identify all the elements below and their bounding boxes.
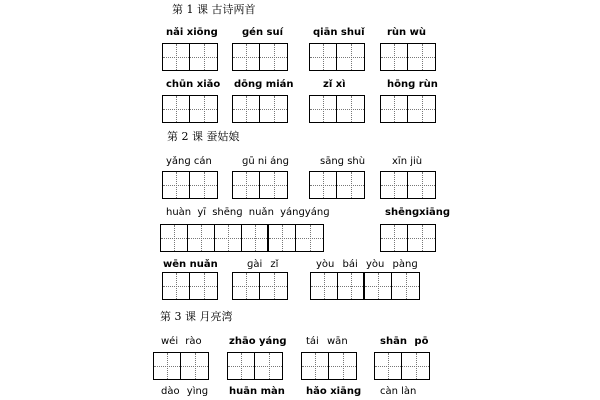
pinyin-haoxiang: hǎo xiānɡ (306, 386, 362, 397)
pinyin-gensui: ɡén suí (242, 27, 284, 38)
writing-grid-5 (162, 95, 218, 123)
writing-grid-13 (160, 224, 324, 252)
pinyin-shengxiang: shēnɡxiānɡ (385, 207, 451, 218)
pinyin-naixiong: nǎi xiōng (166, 27, 218, 38)
writing-grid-3 (309, 43, 365, 71)
pinyin-runwu: rùn wù (387, 27, 427, 38)
writing-grid-9 (162, 171, 218, 199)
lesson-1-title: 第 1 课 古诗两首 (172, 3, 256, 16)
writing-grid-6 (232, 95, 288, 123)
pinyin-taiwan: tái wān (306, 336, 348, 347)
writing-grid-20 (301, 352, 357, 380)
pinyin-qianshui: qiān shuǐ (313, 27, 365, 38)
pinyin-hongrun: hōnɡ rùn (387, 79, 438, 90)
pinyin-dongmian: dōnɡ mián (234, 79, 294, 90)
pinyin-yangcan: yǎnɡ cán (166, 156, 212, 167)
pinyin-canlan: càn làn (380, 386, 417, 397)
writing-grid-4 (380, 43, 436, 71)
writing-grid-16 (232, 272, 288, 300)
pinyin-chunxiao: chūn xiǎo (166, 79, 221, 90)
writing-grid-17 (310, 272, 420, 300)
writing-grid-8 (380, 95, 436, 123)
pinyin-weirao: wéi rào (161, 336, 202, 347)
writing-grid-14 (380, 224, 436, 252)
writing-grid-11 (309, 171, 365, 199)
pinyin-youbaiyoupang: yòu bái yòu pànɡ (316, 259, 418, 270)
writing-grid-2 (232, 43, 288, 71)
lesson-2-title: 第 2 课 蚕姑娘 (167, 130, 240, 143)
pinyin-gaizi: ɡài zǐ (247, 259, 279, 270)
pinyin-huanyisheng-nuanyangyang: huàn yī shēnɡ nuǎn yánɡyánɡ (166, 207, 330, 218)
pinyin-zhaoyang: zhāo yánɡ (229, 336, 287, 347)
writing-grid-18 (153, 352, 209, 380)
writing-grid-19 (227, 352, 283, 380)
writing-grid-10 (232, 171, 288, 199)
pinyin-wennuan: wēn nuǎn (163, 259, 218, 270)
pinyin-daoying: dào yìnɡ (161, 386, 209, 397)
pinyin-guniang: ɡū ni ánɡ (242, 156, 289, 167)
writing-grid-21 (374, 352, 430, 380)
pinyin-sangshu: sānɡ shù (320, 156, 366, 167)
writing-grid-7 (309, 95, 365, 123)
writing-grid-1 (162, 43, 218, 71)
writing-grid-15 (162, 272, 218, 300)
pinyin-huanman: huān màn (229, 386, 285, 397)
lesson-3-title: 第 3 课 月亮湾 (160, 310, 233, 323)
pinyin-zixi: zǐ xì (323, 79, 346, 90)
pinyin-xinjiu: xīn jiù (392, 156, 423, 167)
writing-grid-12 (380, 171, 436, 199)
pinyin-shanpo: shān pō (380, 336, 429, 347)
